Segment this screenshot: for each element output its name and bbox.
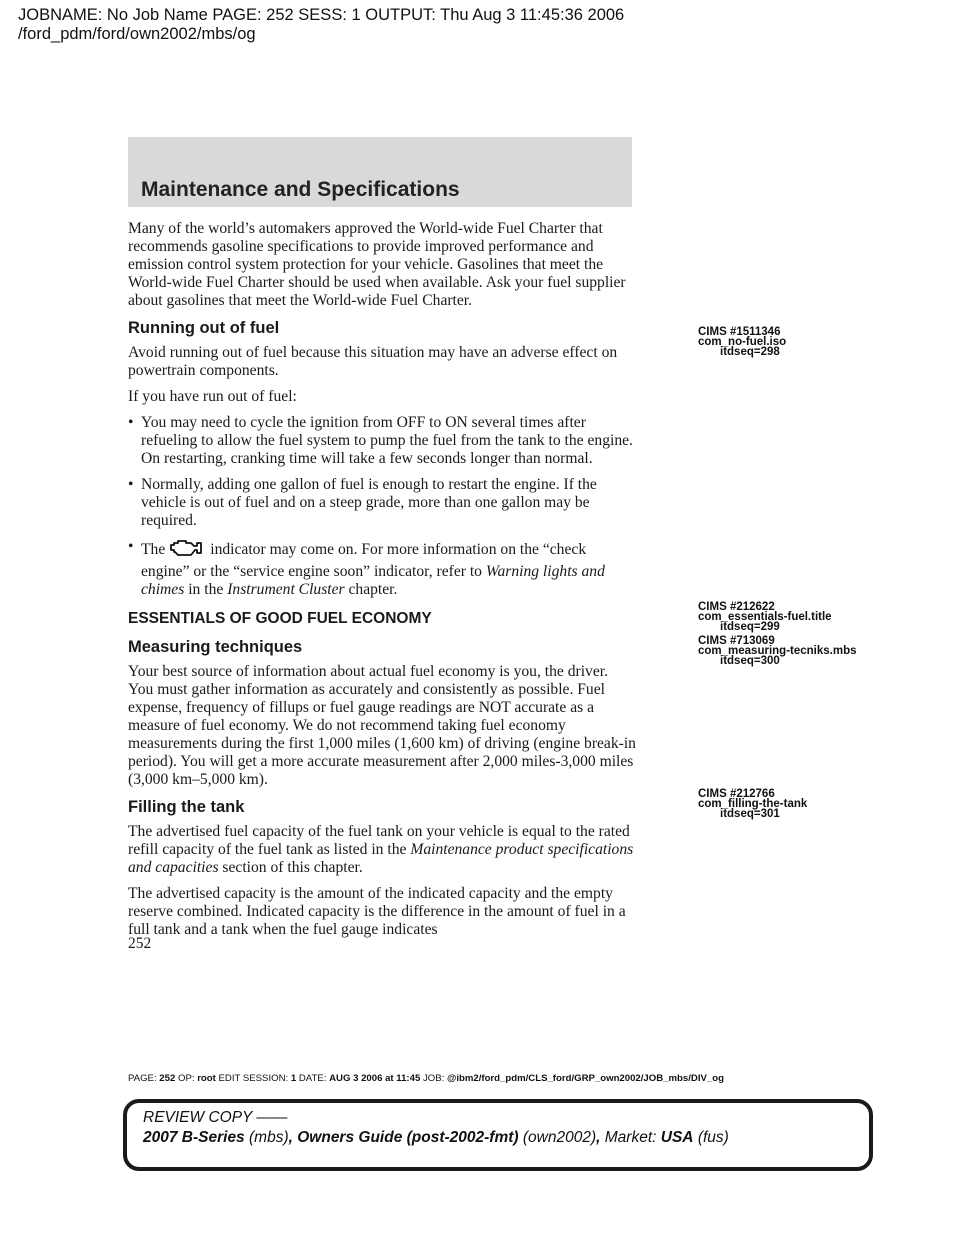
footer-date-label: DATE: <box>298 1073 327 1084</box>
footer-page-value: 252 <box>159 1073 176 1084</box>
cims-com: com_essentials-fuel.title <box>698 611 832 623</box>
main-text-column <box>128 220 636 947</box>
cims-note <box>698 327 786 357</box>
review-guide: Owners Guide (post-2002-fmt) <box>297 1129 519 1146</box>
cims-seq: itdseq=300 <box>720 655 780 667</box>
filling-tank-heading: Filling the tank <box>128 798 245 816</box>
bullet-text-end: chapter. <box>344 581 398 598</box>
bullet-text: You may need to cycle the ignition from OFF to ON several times after refueling to allow the fuel system to pump the fuel from the tank to the engine. On restarting, cranking time will take a few seconds longer than normal. <box>141 414 633 467</box>
bullet-dot: • <box>128 476 134 493</box>
cims-note <box>698 789 807 819</box>
review-market-label: Market: <box>604 1129 657 1146</box>
review-comma: , <box>596 1129 601 1146</box>
filling-text-post: section of this chapter. <box>218 859 363 876</box>
intro-paragraph: Many of the world’s automakers approved the World-wide Fuel Charter that recommends gasoline specifications to provide improved performance and emission control system protection for your vehicle. Gasolines that meet the World-wide Fuel Charter should be used when available. Ask your fuel supplier about gasolines that meet the World-wide Fuel Charter. <box>128 220 626 309</box>
bullet-text: Normally, adding one gallon of fuel is enough to restart the engine. If the vehicle is out of fuel and on a steep grade, more than one gallon may be required. <box>141 476 597 529</box>
instrument-cluster-reference: Instrument Cluster <box>227 581 345 598</box>
review-copy-text <box>143 1108 729 1148</box>
cims-seq: itdseq=301 <box>720 808 780 820</box>
measuring-paragraph: Your best source of information about actual fuel economy is you, the driver. You must gather information as accurately and consistently as possible. Fuel expense, frequency of fillups or fuel gauge readings are NOT accurate as a measure of fuel economy. We do not recommend taking fuel economy measurements during the first 1,000 miles (1,600 km) of driving (engine break-in period). You will get a more accurate measurement after 2,000 miles-3,000 miles (3,000 km–5,000 km). <box>128 663 636 788</box>
bullet-item-check-engine <box>128 538 636 599</box>
cims-com: com_no-fuel.iso <box>698 336 787 348</box>
bullet-text-mid-2: in the <box>184 581 228 598</box>
cims-seq: itdseq=298 <box>720 346 780 358</box>
review-market: USA <box>660 1129 694 1146</box>
bullet-dot: • <box>128 414 134 431</box>
review-market-code: (fus) <box>697 1129 729 1146</box>
footer-job-label: JOB: <box>422 1073 445 1084</box>
job-header-line-2: /ford_pdm/ford/own2002/mbs/og <box>18 25 256 43</box>
capacities-reference: Maintenance product specifications and capacities <box>128 841 634 876</box>
cims-com: com_measuring-tecniks.mbs <box>698 645 857 657</box>
footer-op-label: OP: <box>177 1073 195 1084</box>
footer-op-value: root <box>197 1073 216 1084</box>
job-header <box>18 6 624 44</box>
footer-session-label: EDIT SESSION: <box>218 1073 289 1084</box>
cims-note <box>698 602 832 632</box>
running-out-heading: Running out of fuel <box>128 319 280 337</box>
footer-page-label: PAGE: <box>128 1073 157 1084</box>
footer-job-value: @ibm2/ford_pdm/CLS_ford/GRP_own2002/JOB_mbs/DIV_og <box>446 1073 724 1084</box>
footer-date-value: AUG 3 2006 at 11:45 <box>329 1073 421 1084</box>
running-out-paragraph-1: Avoid running out of fuel because this situation may have an adverse effect on powertrain components. <box>128 344 618 379</box>
review-comma: , <box>288 1129 293 1146</box>
review-product-line <box>143 1128 729 1148</box>
running-out-paragraph-2: If you have run out of fuel: <box>128 388 297 405</box>
cims-id: CIMS #212622 <box>698 601 775 613</box>
cims-id: CIMS #212766 <box>698 788 775 800</box>
cims-id: CIMS #713069 <box>698 635 775 647</box>
review-series-code: (mbs) <box>249 1129 289 1146</box>
filling-paragraph-1 <box>128 823 636 877</box>
review-copy-line: REVIEW COPY —— <box>143 1109 288 1126</box>
filling-text-pre: The advertised fuel capacity of the fuel tank on your vehicle is equal to the rated refill capacity of the fuel tank as listed in the <box>128 823 630 858</box>
bullet-text-mid: indicator may come on. For more information on the “check engine” or the “service engine soon” indicator, refer to <box>141 541 587 580</box>
cims-note <box>698 636 857 666</box>
bullet-dot: • <box>128 538 134 555</box>
section-title: Maintenance and Specifications <box>141 178 460 201</box>
review-guide-code: (own2002) <box>522 1129 597 1146</box>
review-series: 2007 B-Series <box>143 1129 245 1146</box>
bullet-item-one-gallon <box>128 476 636 530</box>
bullet-text-pre: The <box>141 541 166 558</box>
footer-job-info <box>128 1073 724 1084</box>
cims-seq: itdseq=299 <box>720 621 780 633</box>
filling-paragraph-2: The advertised capacity is the amount of the indicated capacity and the empty reserve combined. Indicated capacity is the difference in the amount of fuel in a full tank and a tank when the fuel gauge indicates <box>128 885 626 938</box>
bullet-item-cycle-ignition <box>128 414 636 468</box>
measuring-techniques-heading: Measuring techniques <box>128 638 303 656</box>
footer-session-value: 1 <box>290 1073 297 1084</box>
check-engine-icon <box>168 538 206 563</box>
page-number: 252 <box>128 935 152 952</box>
cims-id: CIMS #1511346 <box>698 326 781 338</box>
cims-com: com_filling-the-tank <box>698 798 808 810</box>
warning-lights-reference: Warning lights and chimes <box>141 563 605 598</box>
job-header-line-1: JOBNAME: No Job Name PAGE: 252 SESS: 1 OUTPUT: Thu Aug 3 11:45:36 2006 <box>18 6 625 24</box>
essentials-heading: ESSENTIALS OF GOOD FUEL ECONOMY <box>128 610 432 627</box>
